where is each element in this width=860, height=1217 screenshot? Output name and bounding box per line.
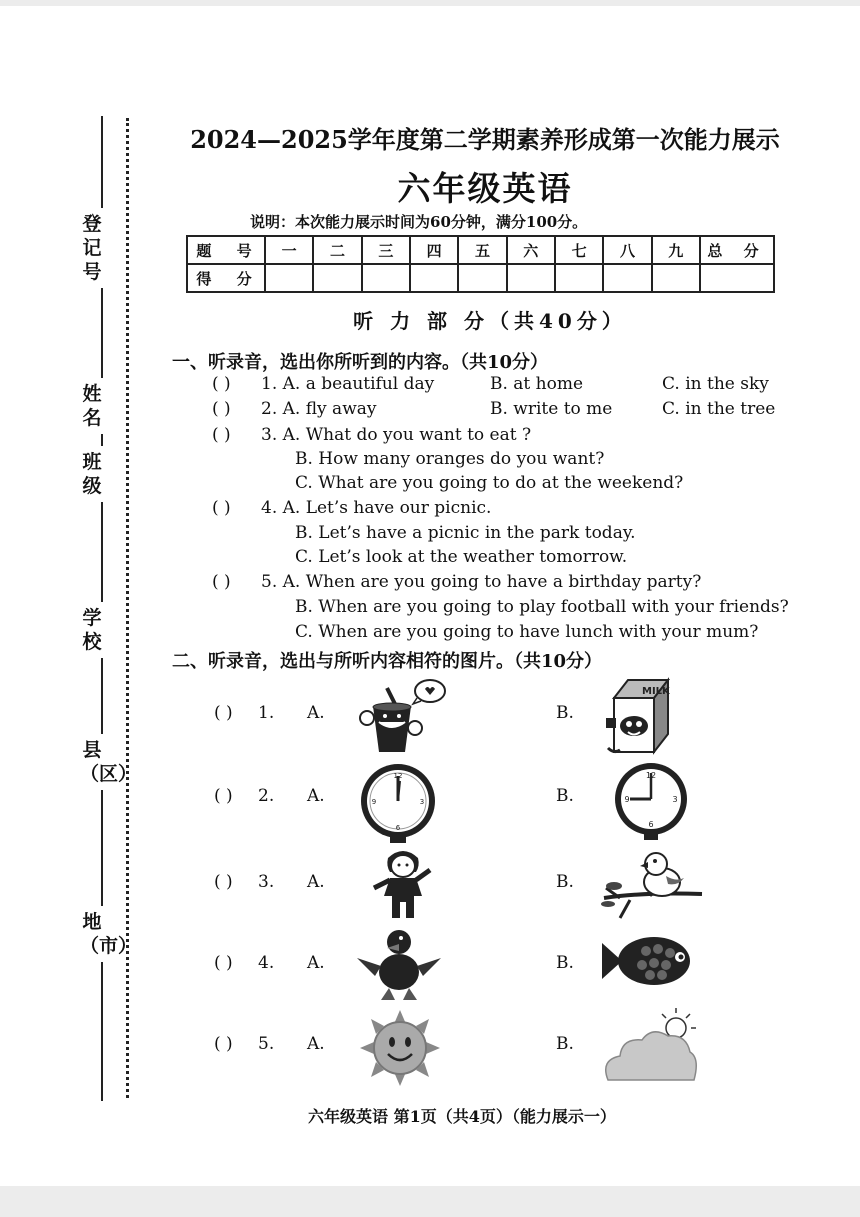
drink-cup-icon — [355, 678, 450, 756]
p2-q2-b-label: B. — [556, 786, 574, 806]
q5-option-b: B. When are you going to play football with your friends? — [295, 597, 789, 617]
p2-q3-b-label: B. — [556, 872, 574, 892]
answer-blank[interactable]: ( ) — [214, 953, 233, 973]
score-cell[interactable] — [265, 264, 313, 292]
clock-numeral: 3 — [672, 795, 678, 804]
score-col: 一 — [265, 236, 313, 264]
milk-carton-label: MILK — [642, 686, 670, 697]
q1-option-b: B. at home — [490, 374, 584, 394]
q2-option-a: 2. A. fly away — [261, 399, 377, 419]
exam-title: 2024—2025学年度第二学期素养形成第一次能力展示 — [190, 125, 780, 154]
score-cell[interactable] — [410, 264, 458, 292]
p2-q3-a-label: A. — [307, 872, 325, 892]
q2-option-c: C. in the tree — [662, 399, 776, 419]
p2-q1-number: 1. — [258, 703, 275, 723]
clock-numeral: 12 — [645, 771, 657, 780]
part1-heading: 一、听录音，选出你所听到的内容。（共10分） — [172, 352, 549, 373]
bird-on-branch-icon — [600, 846, 704, 924]
score-row-label: 题 号 — [187, 236, 265, 264]
milk-carton-icon — [600, 674, 688, 756]
score-col: 四 — [410, 236, 458, 264]
q3-option-b: B. How many oranges do you want? — [295, 449, 605, 469]
answer-blank[interactable]: ( ) — [212, 572, 231, 592]
q1-option-a: 1. A. a beautiful day — [261, 374, 435, 394]
q4-option-c: C. Let’s look at the weather tomorrow. — [295, 547, 628, 567]
label-class: 班级 — [80, 446, 104, 502]
q5-option-c: C. When are you going to have lunch with your mum? — [295, 622, 759, 642]
answer-blank[interactable]: ( ) — [214, 1034, 233, 1054]
score-col: 九 — [652, 236, 700, 264]
score-row-label: 得 分 — [187, 264, 265, 292]
duck-icon — [355, 924, 443, 1004]
exam-page — [0, 6, 860, 1186]
score-col: 六 — [507, 236, 555, 264]
score-col: 五 — [458, 236, 506, 264]
score-col: 七 — [555, 236, 603, 264]
score-col-total: 总 分 — [700, 236, 774, 264]
label-name: 姓名 — [80, 378, 104, 434]
label-county: 县（区） — [80, 734, 104, 790]
answer-blank[interactable]: ( ) — [214, 703, 233, 723]
p2-q4-a-label: A. — [307, 953, 325, 973]
part2-heading: 二、听录音，选出与所听内容相符的图片。（共10分） — [172, 651, 603, 672]
q3-option-a: 3. A. What do you want to eat ? — [261, 425, 532, 445]
clock-numeral: 6 — [648, 820, 654, 829]
clock-numeral: 6 — [395, 824, 401, 832]
label-city: 地（市） — [80, 906, 104, 962]
score-table-header-row — [187, 236, 774, 264]
answer-blank[interactable]: ( ) — [212, 425, 231, 445]
listening-section-title: 听 力 部 分（共40分） — [353, 309, 627, 333]
score-cell[interactable] — [652, 264, 700, 292]
clock-nine-icon — [608, 761, 694, 841]
score-table — [186, 235, 775, 293]
binding-strip — [60, 116, 138, 1106]
score-cell[interactable] — [313, 264, 361, 292]
p2-q4-b-label: B. — [556, 953, 574, 973]
score-cell[interactable] — [603, 264, 651, 292]
answer-blank[interactable]: ( ) — [212, 374, 231, 394]
q4-option-b: B. Let’s have a picnic in the park today. — [295, 523, 636, 543]
answer-blank[interactable]: ( ) — [214, 786, 233, 806]
score-cell[interactable] — [507, 264, 555, 292]
boy-icon — [368, 844, 438, 924]
p2-q5-b-label: B. — [556, 1034, 574, 1054]
p2-q4-number: 4. — [258, 953, 275, 973]
cloudy-sun-icon — [600, 1004, 700, 1086]
p2-q5-a-label: A. — [307, 1034, 325, 1054]
score-cell[interactable] — [700, 264, 774, 292]
q2-option-b: B. write to me — [490, 399, 613, 419]
p2-q5-number: 5. — [258, 1034, 275, 1054]
exam-subject: 六年级英语 — [397, 169, 573, 208]
clock-numeral: 9 — [624, 795, 630, 804]
q1-option-c: C. in the sky — [662, 374, 769, 394]
q5-option-a: 5. A. When are you going to have a birthday party? — [261, 572, 702, 592]
p2-q1-a-label: A. — [307, 703, 325, 723]
p2-q2-a-label: A. — [307, 786, 325, 806]
answer-blank[interactable]: ( ) — [212, 399, 231, 419]
score-col: 三 — [362, 236, 410, 264]
clock-numeral: 12 — [393, 772, 403, 780]
fish-icon — [598, 931, 700, 993]
score-col: 八 — [603, 236, 651, 264]
exam-note: 说明：本次能力展示时间为60分钟，满分100分。 — [250, 213, 588, 231]
label-school: 学校 — [80, 602, 104, 658]
clock-numeral: 3 — [419, 798, 425, 806]
score-cell[interactable] — [555, 264, 603, 292]
answer-blank[interactable]: ( ) — [214, 872, 233, 892]
sun-icon — [358, 1008, 442, 1088]
score-col: 二 — [313, 236, 361, 264]
score-cell[interactable] — [458, 264, 506, 292]
answer-blank[interactable]: ( ) — [212, 498, 231, 518]
p2-q1-b-label: B. — [556, 703, 574, 723]
q4-option-a: 4. A. Let’s have our picnic. — [261, 498, 492, 518]
q3-option-c: C. What are you going to do at the weekend? — [295, 473, 684, 493]
p2-q2-number: 2. — [258, 786, 275, 806]
score-cell[interactable] — [362, 264, 410, 292]
page-footer: 六年级英语 第1页（共4页）（能力展示一） — [308, 1107, 616, 1126]
score-table-score-row — [187, 264, 774, 292]
clock-numeral: 9 — [371, 798, 377, 806]
p2-q3-number: 3. — [258, 872, 275, 892]
clock-twelve-icon — [352, 763, 444, 843]
label-registration-number: 登记号 — [80, 208, 104, 288]
